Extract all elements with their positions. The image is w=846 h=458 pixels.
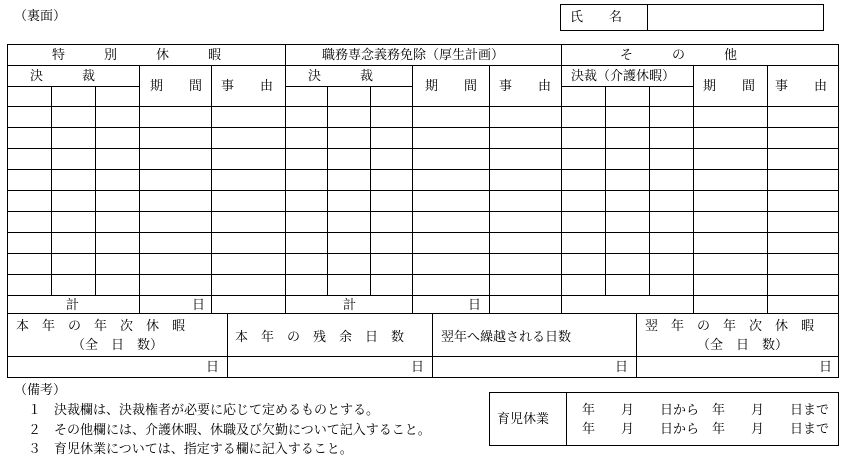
childcare-period-1: 年 月 日から 年 月 日まで [582,403,830,418]
subheader-period-3: 期 間 [703,79,756,94]
header-special-leave: 特 別 休 暇 [52,48,222,63]
subheader-approval-2: 決 裁 [308,69,374,84]
annual-day-unit-2: 日 [411,360,425,375]
annual-day-unit-4: 日 [819,360,833,375]
subheader-approval-1: 決 裁 [30,69,96,84]
total-day-unit-2: 日 [468,298,482,313]
subheader-reason-1: 事 由 [221,79,274,94]
annual-day-unit-3: 日 [615,360,629,375]
header-duty-exemption: 職務専念義務免除（厚生計画） [322,48,505,63]
subheader-period-1: 期 間 [150,79,203,94]
this-year-remaining-label: 本 年 の 残 余 日 数 [235,330,405,345]
subheader-reason-3: 事 由 [775,79,828,94]
total-day-unit-1: 日 [192,298,206,313]
subheader-approval-care: 決裁（介護休暇） [571,69,676,84]
next-year-annual-sublabel: （全 日 数） [697,338,789,353]
side-label: （裏面） [14,9,67,24]
annual-day-unit-1: 日 [206,360,220,375]
remark-item: １ 決裁欄は、決裁権者が必要に応じて定めるものとする。 [28,403,380,418]
subheader-period-2: 期 間 [425,79,478,94]
this-year-annual-sublabel: （全 日 数） [72,338,164,353]
next-year-annual-label: 翌 年 の 年 次 休 暇 [645,319,815,334]
carried-over-label: 翌年へ繰越される日数 [441,330,572,345]
total-label-1: 計 [66,298,80,313]
total-label-2: 計 [343,298,357,313]
header-other: そ の 他 [620,48,738,63]
remark-item: ３ 育児休業については、指定する欄に記入すること。 [28,442,353,457]
remark-item: ２ その他欄には、介護休暇、休職及び欠勤について記入すること。 [28,423,431,438]
subheader-reason-2: 事 由 [499,79,552,94]
childcare-label: 育児休業 [497,412,550,427]
name-label: 氏 名 [570,10,623,25]
remarks-title: （備考） [14,383,67,398]
this-year-annual-label: 本 年 の 年 次 休 暇 [16,319,186,334]
childcare-period-2: 年 月 日から 年 月 日まで [582,422,830,437]
